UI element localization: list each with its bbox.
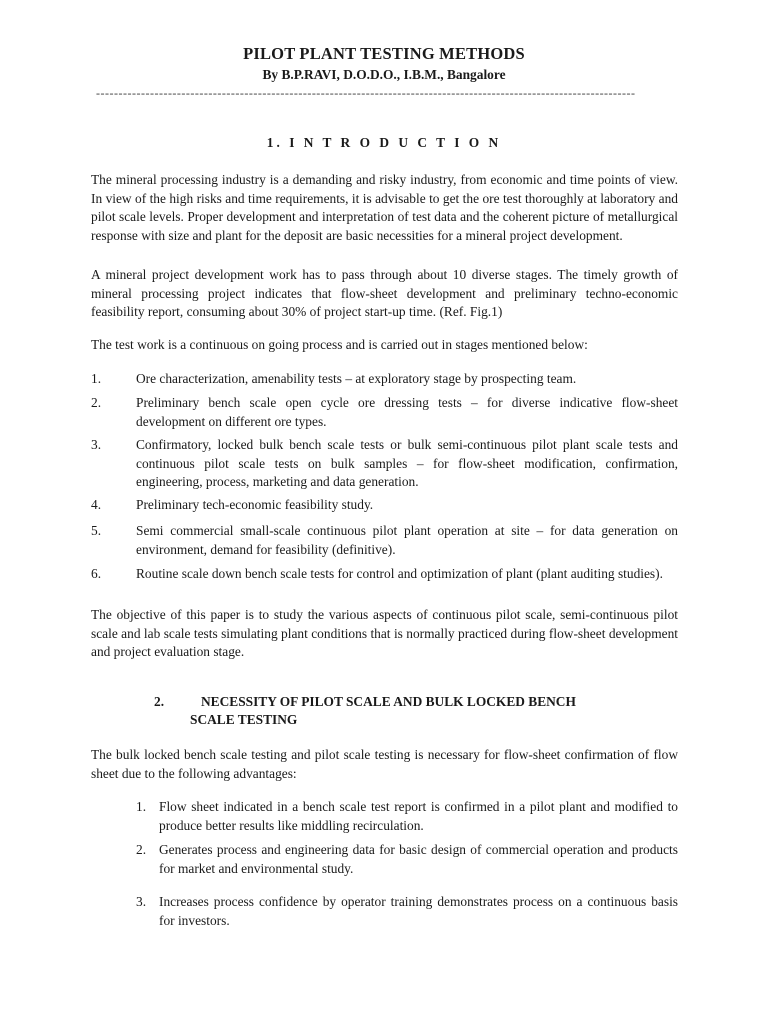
list-item-number: 3. [91, 437, 102, 452]
divider-line: ------------------------------------------------------------------------------------------------------------------------ [96, 86, 636, 100]
list-item-text: Ore characterization, amenability tests – at exploratory stage by prospecting team. [136, 371, 577, 386]
section-1-heading: 1. I N T R O D U C T I O N [266, 135, 502, 150]
objective-paragraph: The objective of this paper is to study the various aspects of continuous pilot scale, semi-continuous pilot scale and lab scale tests simulating plant conditions that is normally practiced during flow-sheet development and project evaluation stage. [91, 607, 678, 659]
list-item-number: 1. [136, 799, 147, 814]
list-item-number: 3. [136, 894, 147, 909]
intro-paragraph-2: A mineral project development work has to pass through about 10 diverse stages. The timely growth of mineral processing project indicates that flow-sheet development and preliminary techno-economic feasibility report, consuming about 30% of project start-up time. (Ref. Fig.1) [91, 267, 678, 319]
list-item-text: Confirmatory, locked bulk bench scale tests or bulk semi-continuous pilot plant scale tests and continuous pilot scale tests on bulk samples – for flow-sheet modification, confirmation, engineering, process, marketing and data generation. [136, 437, 678, 489]
list-item-text: Preliminary bench scale open cycle ore dressing tests – for diverse indicative flow-sheet development on different ore types. [136, 395, 678, 429]
list-item-number: 4. [91, 497, 102, 512]
section-2-number: 2. [154, 694, 165, 709]
list-item-text: Flow sheet indicated in a bench scale test report is confirmed in a pilot plant and modified to produce better results like middling recirculation. [159, 799, 678, 833]
list-item-number: 5. [91, 523, 102, 538]
document-title: PILOT PLANT TESTING METHODS [243, 44, 525, 63]
author-byline: By B.P.RAVI, D.O.D.O., I.B.M., Bangalore [262, 67, 506, 82]
list-item-text: Preliminary tech-economic feasibility study. [136, 497, 374, 512]
list-item-number: 1. [91, 371, 102, 386]
section-2-intro: The bulk locked bench scale testing and pilot scale testing is necessary for flow-sheet confirmation of flow sheet due to the following advantages: [91, 747, 678, 781]
list-item-number: 2. [91, 395, 102, 410]
intro-paragraph-3: The test work is a continuous on going process and is carried out in stages mentioned below: [91, 337, 588, 352]
list-item-number: 2. [136, 842, 147, 857]
list-item-text: Semi commercial small-scale continuous pilot plant operation at site – for data generation on environment, demand for feasibility (definitive). [136, 523, 678, 557]
list-item-number: 6. [91, 566, 102, 581]
list-item-text: Generates process and engineering data for basic design of commercial operation and products for market and environmental study. [159, 842, 678, 876]
intro-paragraph-1: The mineral processing industry is a demanding and risky industry, from economic and time points of view. In view of the high risks and time requirements, it is advisable to get the ore test thoroughly at laboratory and pilot scale levels. Proper development and interpretation of test data and the coherent picture of metallurgical response with size and plant for the deposit are basic necessities for a mineral project development. [91, 172, 678, 243]
section-2-heading-line-1: NECESSITY OF PILOT SCALE AND BULK LOCKED BENCH [201, 694, 576, 709]
section-2-heading-line-2: SCALE TESTING [190, 712, 298, 727]
list-item-text: Increases process confidence by operator training demonstrates process on a continuous basis for investors. [159, 894, 678, 928]
list-item-text: Routine scale down bench scale tests for control and optimization of plant (plant auditing studies). [136, 566, 663, 581]
